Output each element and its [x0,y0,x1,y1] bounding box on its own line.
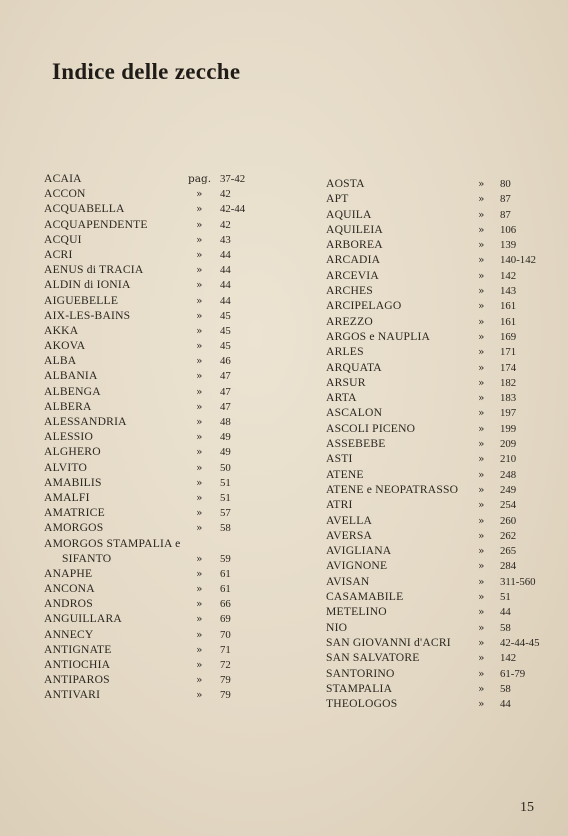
ditto-mark: » [196,248,203,261]
page-reference: 44 [220,248,231,261]
page-reference: 311-560 [500,575,536,588]
index-entry [44,399,284,414]
mint-name: ACQUAPENDENTE [44,217,148,231]
index-entry [326,252,554,267]
index-entry [326,543,554,558]
ditto-mark: » [478,178,485,190]
page-reference: 260 [500,514,517,527]
index-entry [326,451,554,466]
page-reference: 169 [500,330,517,343]
ditto-mark: » [196,309,203,322]
index-entry [326,268,554,283]
index-entry [44,186,284,201]
page-reference: 80 [500,178,511,190]
index-entry [44,171,284,186]
index-entry [44,611,284,626]
ditto-mark: » [478,285,485,298]
ditto-mark: » [478,254,485,267]
index-entry [44,201,284,216]
mint-name: ARQUATA [326,360,382,374]
page-reference: 262 [500,529,517,542]
page-reference: 143 [500,285,517,298]
index-entry [326,329,554,344]
index-entry [326,666,554,681]
index-entry [44,596,284,611]
mint-name: APT [326,192,349,206]
mint-name: AMORGOS [44,521,104,535]
ditto-mark: » [196,233,203,246]
mint-name: ARGOS e NAUPLIA [326,329,431,343]
index-entry [326,222,554,237]
mint-name: AOSTA [326,177,365,190]
page-reference: 79 [220,674,231,687]
ditto-mark: » [478,239,485,252]
index-entry [44,505,284,520]
mint-name: AVELLA [326,513,373,527]
mint-name: ACAIA [44,172,82,185]
ditto-mark: » [196,218,203,231]
ditto-mark: » [478,193,485,206]
page-reference: 42-44-45 [500,636,540,649]
page-reference: 140-142 [500,254,536,267]
mint-name: METELINO [326,605,387,619]
mint-name: ATENE [326,467,364,481]
index-entry [326,207,554,222]
ditto-mark: » [478,514,485,527]
page-reference: 171 [500,346,517,359]
mint-name: ARSUR [326,375,366,389]
index-entry [326,558,554,573]
page-reference: 79 [220,689,231,702]
index-entry [326,405,554,420]
ditto-mark: » [478,591,485,604]
page-reference: 51 [220,476,231,489]
ditto-mark: » [196,522,203,535]
mint-name: ALESSIO [44,430,94,444]
mint-name: ASTI [326,452,353,466]
page-reference: 71 [220,643,231,656]
page-reference: 248 [500,468,517,481]
mint-name: SAN GIOVANNI d'ACRI [326,635,451,649]
mint-name: ASCALON [326,406,383,420]
ditto-mark: » [478,698,485,711]
mint-name: ACQUABELLA [44,202,125,216]
index-entry [44,232,284,247]
index-entry [326,467,554,482]
page-reference: 72 [220,659,231,671]
mint-name: ALBERA [44,399,92,413]
index-entry [44,460,284,475]
mint-name: AQUILA [326,207,372,221]
ditto-mark: » [196,567,203,580]
page-reference: 249 [500,483,517,496]
page-reference: 61-79 [500,667,526,680]
index-entry [44,217,284,232]
ditto-mark: » [196,370,203,383]
mint-name: THEOLOGOS [326,697,398,711]
ditto-mark: » [196,294,203,307]
mint-name: ASSEBEBE [326,437,386,451]
mint-name: ANNECY [44,627,94,641]
ditto-mark: » [478,483,485,496]
ditto-mark: » [196,203,203,216]
ditto-mark: » [478,529,485,542]
page-reference: 44 [500,698,511,711]
page-reference: 142 [500,269,517,282]
index-entry [326,421,554,436]
index-entry [44,353,284,368]
mint-name: ANTIVARI [44,688,101,702]
index-entry [44,672,284,687]
page-reference: 183 [500,392,517,405]
index-column-right [326,176,554,711]
index-entry [326,436,554,451]
mint-name: ARBOREA [326,238,383,252]
ditto-mark: » [196,461,203,474]
ditto-mark: » [478,361,485,374]
ditto-mark: » [478,346,485,359]
mint-name: ANCONA [44,582,95,596]
index-entry [326,344,554,359]
ditto-mark: » [196,659,203,671]
page-reference: 44 [220,279,231,292]
mint-name: SANTORINO [326,666,395,680]
index-entry [44,490,284,505]
mint-name: AMATRICE [44,506,105,520]
mint-name: STAMPALIA [326,681,393,695]
ditto-mark: » [196,264,203,277]
mint-name: ARCEVIA [326,268,379,282]
mint-name: AVIGLIANA [326,544,392,558]
mint-name: ALESSANDRIA [44,415,127,428]
page-reference: 70 [220,628,231,641]
page-reference: 51 [220,491,231,504]
ditto-mark: » [196,598,203,611]
ditto-mark: » [478,667,485,680]
index-entry [326,482,554,497]
ditto-mark: » [478,376,485,389]
index-entry [44,581,284,596]
page-reference: 58 [500,682,511,695]
index-entry [326,528,554,543]
page-reference: 58 [220,522,231,535]
page-reference: 182 [500,376,517,389]
ditto-mark: » [478,315,485,328]
mint-name: ARCIPELAGO [326,299,402,313]
index-entry [326,191,554,206]
mint-name: ALBENGA [44,384,101,398]
mint-name: ATRI [326,498,353,512]
page-reference: 209 [500,438,517,451]
page-reference: 57 [220,507,231,520]
ditto-mark: » [196,416,203,428]
index-entry [326,650,554,665]
page-number: 15 [520,800,534,815]
index-entry [326,176,554,191]
page-reference: 61 [220,567,231,580]
mint-name: ACQUI [44,232,82,246]
ditto-mark: » [196,385,203,398]
index-entry [44,368,284,383]
page-reference: 49 [220,431,231,444]
mint-name: ALDIN di IONIA [44,278,131,292]
mint-name: AIX-LES-BAINS [44,308,131,322]
ditto-mark: » [196,446,203,459]
index-entry [326,681,554,696]
mint-name: SAN SALVATORE [326,651,420,665]
index-entry [44,657,284,672]
page-reference: 45 [220,324,231,337]
ditto-mark: » [196,476,203,489]
index-entry [44,262,284,277]
ditto-mark: » [478,300,485,313]
index-entry [44,551,284,566]
ditto-mark: » [478,269,485,282]
mint-name: ARCHES [326,284,373,298]
mint-name: AKOVA [44,339,86,353]
index-entry [326,283,554,298]
index-entry [326,604,554,619]
index-entry [44,475,284,490]
index-entry [44,642,284,657]
ditto-mark: » [196,431,203,444]
mint-name: ANGUILLARA [44,612,122,626]
index-entry [326,497,554,512]
ditto-mark: » [478,652,485,665]
index-entry [44,536,284,551]
page-reference: 49 [220,446,231,459]
ditto-mark: » [478,636,485,649]
page-title: Indice delle zecche [52,59,241,85]
index-entry [44,414,284,429]
page-reference: 45 [220,309,231,322]
index-entry [326,513,554,528]
mint-name: AQUILEIA [326,222,383,236]
index-entry [44,444,284,459]
page-reference: 161 [500,300,517,313]
index-entry [326,360,554,375]
mint-name: ANAPHE [44,566,93,580]
ditto-mark: » [478,223,485,236]
page-reference: 47 [220,400,231,413]
ditto-mark: » [478,606,485,619]
ditto-mark: » [196,613,203,626]
mint-name: AMORGOS STAMPALIA e [44,536,181,550]
index-entry [326,589,554,604]
ditto-mark: » [478,621,485,634]
index-entry [44,687,284,702]
index-entry [326,620,554,635]
ditto-mark: » [196,552,203,565]
ditto-mark: » [196,491,203,504]
ditto-mark: » [478,330,485,343]
ditto-mark: » [478,422,485,435]
page-reference: 44 [220,264,231,277]
page-reference: 284 [500,560,517,573]
ditto-mark: » [196,355,203,368]
mint-name: ANDROS [44,597,93,611]
page-reference: 197 [500,407,517,420]
mint-name: ANTIGNATE [44,642,112,656]
ditto-mark: » [196,400,203,413]
index-entry [326,375,554,390]
ditto-mark: » [196,279,203,292]
page-reference: 47 [220,385,231,398]
ditto-mark: » [478,575,485,588]
page-reference: 42 [220,218,231,231]
index-entry [44,308,284,323]
page-reference: 42 [220,188,231,201]
ditto-mark: » [478,545,485,558]
index-entry [326,635,554,650]
page-reference: 37-42 [220,173,246,185]
ditto-mark: » [478,560,485,573]
mint-name: AMALFI [44,490,90,504]
ditto-mark: » [478,438,485,451]
index-entry [44,338,284,353]
page-reference: 47 [220,370,231,383]
ditto-mark: » [478,453,485,466]
mint-name: AENUS di TRACIA [44,263,144,277]
mint-name: ARTA [326,391,357,405]
page-reference: 142 [500,652,517,665]
mint-name: ARCADIA [326,253,381,267]
page-reference: 61 [220,583,231,596]
ditto-mark: pag. [188,173,212,185]
index-entry [326,298,554,313]
page-reference: 254 [500,499,517,512]
index-entry [44,627,284,642]
page-reference: 59 [220,552,231,565]
page-reference: 44 [500,606,511,619]
mint-name: ATENE e NEOPATRASSO [326,482,459,496]
index-entry [44,384,284,399]
ditto-mark: » [478,407,485,420]
ditto-mark: » [196,507,203,520]
ditto-mark: » [196,324,203,337]
mint-name: AIGUEBELLE [44,293,119,307]
ditto-mark: » [478,208,485,221]
ditto-mark: » [196,643,203,656]
mint-name: ANTIPAROS [44,673,110,687]
ditto-mark: » [478,499,485,512]
page-reference: 69 [220,613,231,626]
page-reference: 44 [220,294,231,307]
ditto-mark: » [478,468,485,481]
index-entry [44,277,284,292]
page-reference: 66 [220,598,231,611]
page-reference: 106 [500,223,517,236]
index-column-left [44,171,284,703]
page-reference: 199 [500,422,517,435]
mint-name: ACRI [44,247,73,261]
index-entry [44,429,284,444]
mint-name: ALGHERO [44,445,101,459]
mint-name: NIO [326,620,348,634]
mint-name: AVERSA [326,528,373,542]
mint-name: ALVITO [44,460,88,474]
mint-name: ANTIOCHIA [44,658,111,671]
ditto-mark: » [196,628,203,641]
index-entry [326,390,554,405]
index-entry [44,566,284,581]
ditto-mark: » [196,340,203,353]
index-entry [44,520,284,535]
index-entry [326,237,554,252]
index-entry [44,323,284,338]
page-reference: 43 [220,233,231,246]
ditto-mark: » [478,682,485,695]
page-reference: 58 [500,621,511,634]
ditto-mark: » [196,583,203,596]
mint-name: ALBANIA [44,369,98,383]
page-reference: 48 [220,416,231,428]
mint-name: ACCON [44,187,86,201]
page-reference: 139 [500,239,517,252]
mint-name: CASAMABILE [326,590,404,604]
mint-name: ALBA [44,354,77,368]
ditto-mark: » [478,392,485,405]
page-reference: 87 [500,208,511,221]
index-entry [326,696,554,711]
ditto-mark: » [196,188,203,201]
mint-name: AREZZO [326,314,373,328]
page-reference: 50 [220,461,231,474]
ditto-mark: » [196,689,203,702]
mint-name: AMABILIS [44,475,102,489]
page-reference: 265 [500,545,517,558]
mint-name: AVIGNONE [326,559,388,573]
page-reference: 51 [500,591,511,604]
index-entry [326,574,554,589]
page-reference: 210 [500,453,517,466]
page-reference: 161 [500,315,517,328]
page-reference: 45 [220,340,231,353]
index-entry [44,293,284,308]
mint-name: AVISAN [326,574,370,588]
mint-name: ARLES [326,345,364,359]
mint-name: SIFANTO [62,551,112,565]
mint-name: AKKA [44,323,79,337]
page-reference: 46 [220,355,231,368]
page-reference: 174 [500,361,517,374]
ditto-mark: » [196,674,203,687]
page-reference: 87 [500,193,511,206]
index-entry [326,314,554,329]
page-reference: 42-44 [220,203,246,216]
index-entry [44,247,284,262]
mint-name: ASCOLI PICENO [326,421,416,435]
